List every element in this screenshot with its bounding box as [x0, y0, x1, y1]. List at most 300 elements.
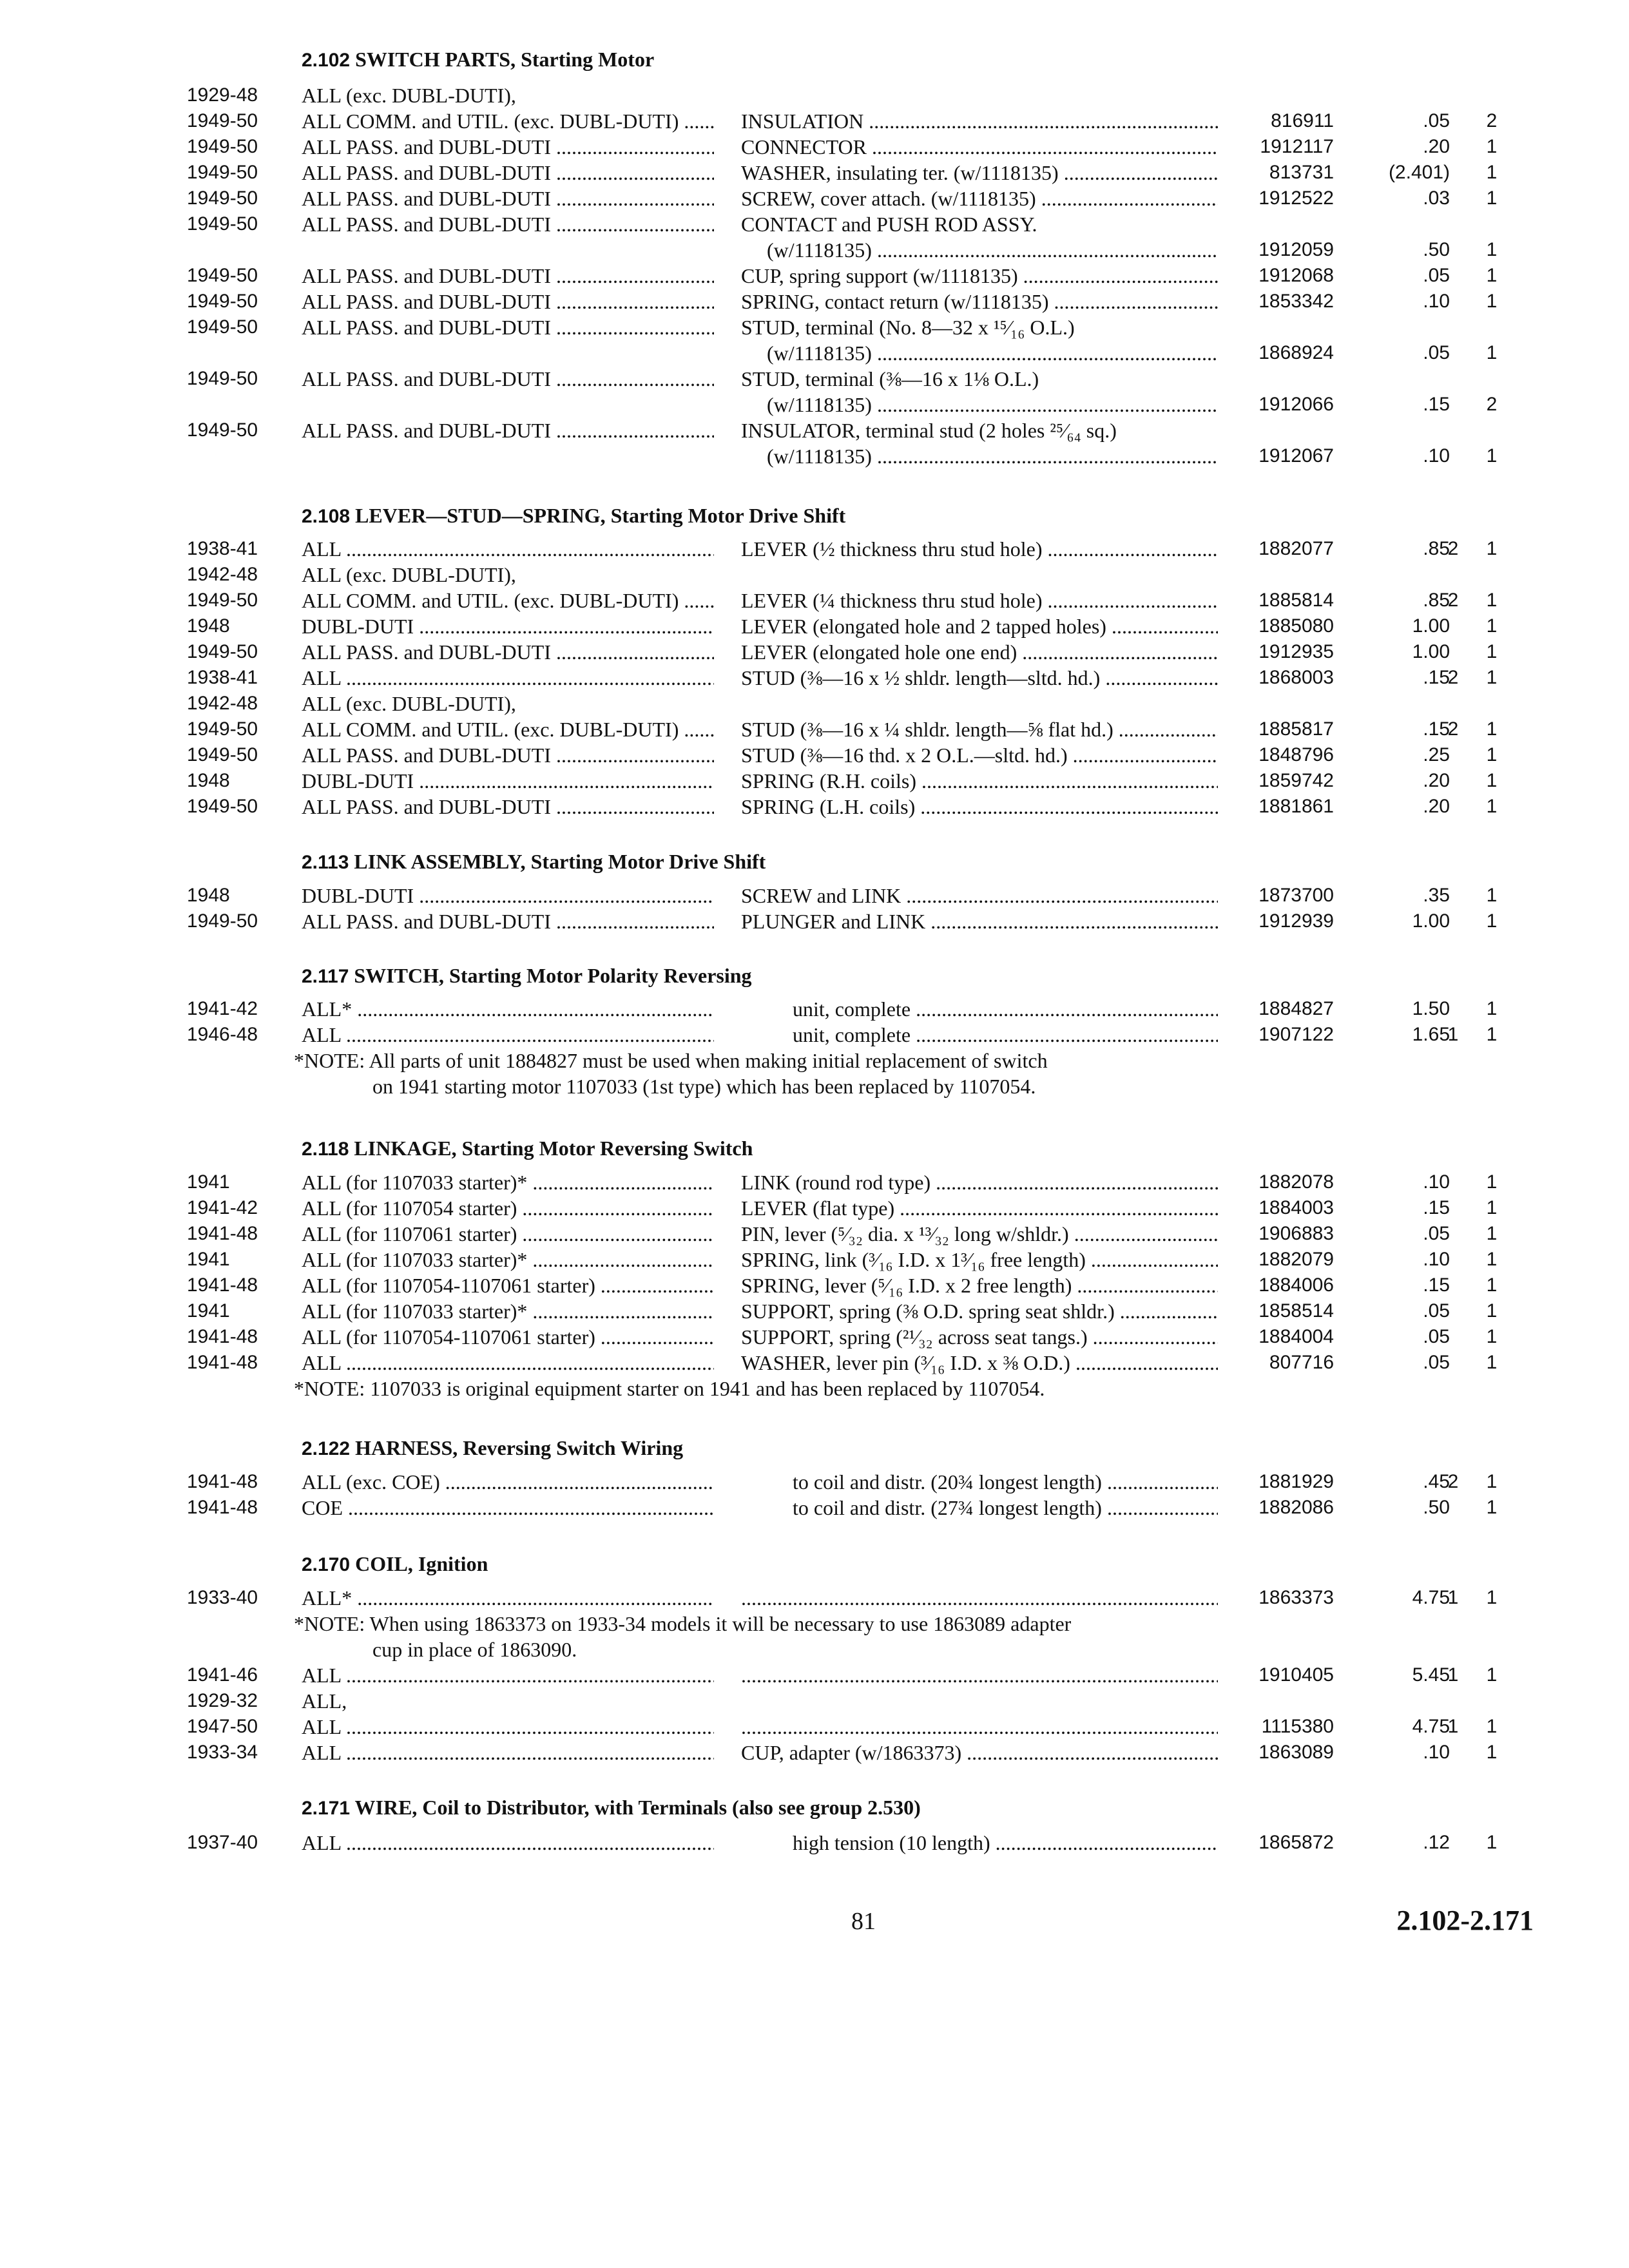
model-years: 1949-50 [187, 744, 258, 765]
model-years: 1941 [187, 1249, 230, 1270]
part-description: LEVER (¼ thickness thru stud hole) ..... [741, 588, 1218, 613]
list-price: .15 [1423, 1274, 1450, 1296]
parts-row [0, 366, 1629, 392]
parts-row [0, 996, 1629, 1022]
section-number: 2.118 [302, 1139, 349, 1160]
part-number: 1858514 [1258, 1300, 1334, 1321]
model-application: ALL (exc. COE) ..... [302, 1469, 714, 1495]
model-years: 1949-50 [187, 316, 258, 338]
model-application: DUBL-DUTI ..... [302, 613, 714, 639]
quantity-b: 1 [1486, 641, 1498, 662]
quantity-b: 1 [1486, 796, 1498, 817]
section-title: LINKAGE, Starting Motor Reversing Switch [354, 1137, 753, 1160]
parts-row [0, 1195, 1629, 1221]
part-number: 1853342 [1258, 291, 1334, 312]
leader-dots [741, 1662, 1218, 1688]
part-description: (w/1118135) ..... [767, 340, 1218, 366]
model-application: ALL (for 1107054-1107061 starter) ..... [302, 1273, 714, 1298]
footnote-text: *NOTE: All parts of unit 1884827 must be used when making initial replacement of switch [294, 1049, 1048, 1072]
parts-row [0, 1495, 1629, 1521]
part-description: to coil and distr. (27¾ longest length) ..... [793, 1495, 1218, 1521]
list-price: 1.00 [1412, 615, 1450, 637]
part-number: 1912935 [1258, 641, 1334, 662]
list-price: .25 [1423, 744, 1450, 765]
section-title: LINK ASSEMBLY, Starting Motor Drive Shift [354, 850, 766, 873]
part-description: (w/1118135) ..... [767, 443, 1218, 469]
model-application: ALL PASS. and DUBL-DUTI ..... [302, 134, 714, 160]
part-description: INSULATION ..... [741, 108, 1218, 134]
model-application: ALL PASS. and DUBL-DUTI ..... [302, 186, 714, 211]
quantity-a: 2 [1447, 1471, 1459, 1492]
list-price: 1.50 [1412, 998, 1450, 1019]
list-price: .85 [1423, 590, 1450, 611]
list-price: .10 [1423, 1249, 1450, 1270]
part-number: 1910405 [1258, 1664, 1334, 1686]
quantity-b: 1 [1486, 1664, 1498, 1686]
part-number: 813731 [1269, 162, 1334, 183]
quantity-b: 1 [1486, 265, 1498, 286]
list-price: .03 [1423, 187, 1450, 209]
parts-row [0, 1169, 1629, 1195]
model-years: 1949-50 [187, 291, 258, 312]
list-price: .45 [1423, 1471, 1450, 1492]
part-description: LEVER (flat type) ..... [741, 1195, 1218, 1221]
parts-row [0, 639, 1629, 665]
part-number: 816911 [1271, 110, 1334, 131]
quantity-b: 1 [1486, 1300, 1498, 1321]
model-years: 1949-50 [187, 718, 258, 740]
part-description: SCREW, cover attach. (w/1118135) ..... [741, 186, 1218, 211]
parts-row [0, 134, 1629, 160]
model-application: ALL (for 1107033 starter)* ..... [302, 1298, 714, 1324]
part-description: unit, complete ..... [793, 1022, 1218, 1048]
part-description: CONTACT and PUSH ROD ASSY. [741, 213, 1037, 236]
model-years: 1949-50 [187, 368, 258, 389]
part-description: to coil and distr. (20¾ longest length) ..... [793, 1469, 1218, 1495]
section-number: 2.122 [302, 1438, 351, 1459]
part-number: 1884827 [1258, 998, 1334, 1019]
parts-row [0, 562, 1629, 588]
quantity-b: 1 [1486, 1197, 1498, 1218]
parts-row [0, 1469, 1629, 1495]
model-application: ALL PASS. and DUBL-DUTI ..... [302, 289, 714, 314]
part-number: 1907122 [1258, 1024, 1334, 1045]
part-description: LEVER (elongated hole one end) ..... [741, 639, 1218, 665]
model-application: ALL (for 1107033 starter)* ..... [302, 1247, 714, 1273]
leader-dots [741, 1585, 1218, 1611]
part-number: 1885814 [1258, 590, 1334, 611]
model-years: 1946-48 [187, 1024, 258, 1045]
model-application: ALL COMM. and UTIL. (exc. DUBL-DUTI) ..... [302, 716, 714, 742]
model-years: 1929-32 [187, 1690, 258, 1711]
footnote-continuation: cup in place of 1863090. [372, 1638, 577, 1661]
list-price: .12 [1423, 1832, 1450, 1853]
part-description: LEVER (elongated hole and 2 tapped holes) ..... [741, 613, 1218, 639]
part-number: 1884003 [1258, 1197, 1334, 1218]
model-application: ALL PASS. and DUBL-DUTI ..... [302, 314, 714, 340]
parts-row [0, 908, 1629, 934]
section-heading [302, 847, 766, 876]
model-years: 1941-48 [187, 1274, 258, 1296]
quantity-b: 1 [1486, 1249, 1498, 1270]
model-years: 1949-50 [187, 796, 258, 817]
model-years: 1941-42 [187, 998, 258, 1019]
quantity-b: 1 [1486, 1326, 1498, 1347]
quantity-b: 1 [1486, 1471, 1498, 1492]
leader-dots [741, 1714, 1218, 1740]
part-description: PLUNGER and LINK ..... [741, 908, 1218, 934]
model-years: 1948 [187, 615, 230, 637]
quantity-b: 1 [1486, 538, 1498, 559]
model-application: ALL ..... [302, 1714, 714, 1740]
parts-row [0, 1298, 1629, 1324]
parts-row [0, 418, 1629, 443]
model-years: 1949-50 [187, 110, 258, 131]
list-price: .05 [1423, 265, 1450, 286]
model-years: 1949-50 [187, 213, 258, 235]
model-application: ALL COMM. and UTIL. (exc. DUBL-DUTI) ..... [302, 108, 714, 134]
part-number: 1912067 [1258, 445, 1334, 466]
quantity-b: 1 [1486, 998, 1498, 1019]
list-price: .15 [1423, 718, 1450, 740]
part-number: 1882086 [1258, 1497, 1334, 1518]
parts-row [0, 392, 1629, 418]
part-number: 1912068 [1258, 265, 1334, 286]
part-number: 1882079 [1258, 1249, 1334, 1270]
page-number: 81 [851, 1908, 876, 1935]
model-application: ALL (for 1107061 starter) ..... [302, 1221, 714, 1247]
model-application: ALL (for 1107054-1107061 starter) ..... [302, 1324, 714, 1350]
model-years: 1941-46 [187, 1664, 258, 1686]
parts-row [0, 1221, 1629, 1247]
section-title: COIL, Ignition [355, 1552, 488, 1575]
footnote-text: *NOTE: When using 1863373 on 1933-34 models it will be necessary to use 1863089 adapter [294, 1612, 1072, 1635]
part-number: 1912066 [1258, 394, 1334, 415]
parts-row [0, 1247, 1629, 1273]
model-years: 1941-48 [187, 1223, 258, 1244]
list-price: .35 [1423, 885, 1450, 906]
model-application: ALL ..... [302, 665, 714, 691]
list-price: .15 [1423, 394, 1450, 415]
quantity-b: 1 [1486, 342, 1498, 363]
model-years: 1941 [187, 1171, 230, 1193]
model-application: DUBL-DUTI ..... [302, 883, 714, 908]
part-number: 1882078 [1258, 1171, 1334, 1193]
parts-row [0, 742, 1629, 768]
quantity-b: 1 [1486, 1497, 1498, 1518]
model-application: ALL (exc. DUBL-DUTI), [302, 84, 516, 107]
model-application: ALL PASS. and DUBL-DUTI ..... [302, 366, 714, 392]
list-price: 4.75 [1412, 1587, 1450, 1608]
list-price: .10 [1423, 445, 1450, 466]
part-description: SPRING (L.H. coils) ..... [741, 794, 1218, 820]
quantity-a: 2 [1447, 590, 1459, 611]
list-price: .05 [1423, 1223, 1450, 1244]
model-years: 1941-48 [187, 1497, 258, 1518]
model-years: 1941-48 [187, 1352, 258, 1373]
part-number: 1912117 [1260, 136, 1334, 157]
list-price: .10 [1423, 291, 1450, 312]
model-application: ALL PASS. and DUBL-DUTI ..... [302, 263, 714, 289]
quantity-a: 2 [1447, 667, 1459, 688]
model-application: ALL (for 1107033 starter)* ..... [302, 1169, 714, 1195]
section-number: 2.108 [302, 506, 351, 527]
quantity-b: 1 [1486, 1742, 1498, 1763]
part-number: 1868003 [1258, 667, 1334, 688]
quantity-b: 1 [1486, 445, 1498, 466]
parts-row [0, 237, 1629, 263]
part-number: 1884006 [1258, 1274, 1334, 1296]
model-application: ALL ..... [302, 536, 714, 562]
model-application: ALL PASS. and DUBL-DUTI ..... [302, 639, 714, 665]
quantity-b: 1 [1486, 162, 1498, 183]
list-price: .05 [1423, 1300, 1450, 1321]
part-description: SCREW and LINK ..... [741, 883, 1218, 908]
model-application: DUBL-DUTI ..... [302, 768, 714, 794]
model-years: 1933-40 [187, 1587, 258, 1608]
part-description: LEVER (½ thickness thru stud hole) ..... [741, 536, 1218, 562]
part-number: 1863089 [1258, 1742, 1334, 1763]
parts-row [0, 1688, 1629, 1714]
model-application: ALL PASS. and DUBL-DUTI ..... [302, 211, 714, 237]
quantity-b: 1 [1486, 718, 1498, 740]
quantity-b: 1 [1486, 744, 1498, 765]
parts-row [0, 613, 1629, 639]
model-application: ALL PASS. and DUBL-DUTI ..... [302, 908, 714, 934]
quantity-b: 1 [1486, 1352, 1498, 1373]
section-heading [302, 501, 845, 530]
model-years: 1941-48 [187, 1471, 258, 1492]
model-application: COE ..... [302, 1495, 714, 1521]
model-years: 1949-50 [187, 187, 258, 209]
model-application: ALL PASS. and DUBL-DUTI ..... [302, 160, 714, 186]
list-price: .10 [1423, 1742, 1450, 1763]
section-number: 2.170 [302, 1554, 351, 1575]
parts-row [0, 1830, 1629, 1856]
section-number: 2.117 [302, 966, 349, 987]
list-price: (2.401) [1388, 162, 1450, 183]
quantity-b: 1 [1486, 770, 1498, 791]
part-description: CONNECTOR ..... [741, 134, 1218, 160]
group-range: 2.102-2.171 [1396, 1905, 1534, 1936]
quantity-b: 1 [1486, 1274, 1498, 1296]
quantity-b: 1 [1486, 910, 1498, 932]
section-title: HARNESS, Reversing Switch Wiring [355, 1436, 684, 1459]
parts-row [0, 263, 1629, 289]
part-description: CUP, spring support (w/1118135) ..... [741, 263, 1218, 289]
quantity-b: 1 [1486, 1716, 1498, 1737]
parts-row [0, 211, 1629, 237]
model-application: ALL, [302, 1689, 347, 1713]
part-description: (w/1118135) ..... [767, 392, 1218, 418]
parts-row [0, 1585, 1629, 1611]
part-number: 1912939 [1258, 910, 1334, 932]
parts-row [0, 186, 1629, 211]
quantity-b: 2 [1486, 394, 1498, 415]
section-heading [302, 1434, 683, 1462]
part-description: WASHER, insulating ter. (w/1118135) ..... [741, 160, 1218, 186]
model-years: 1949-50 [187, 136, 258, 157]
parts-row [0, 340, 1629, 366]
part-description: INSULATOR, terminal stud (2 holes ²⁵⁄₆₄ sq.) [741, 419, 1117, 442]
parts-row [0, 794, 1629, 820]
part-number: 1115380 [1261, 1716, 1334, 1737]
quantity-a: 1 [1447, 1024, 1459, 1045]
list-price: .05 [1423, 342, 1450, 363]
parts-row [0, 536, 1629, 562]
part-number: 1848796 [1258, 744, 1334, 765]
footnote [294, 1048, 1235, 1099]
list-price: .05 [1423, 1352, 1450, 1373]
parts-row [0, 1022, 1629, 1048]
list-price: .05 [1423, 1326, 1450, 1347]
parts-row [0, 1350, 1629, 1376]
parts-row [0, 1714, 1629, 1740]
part-number: 807716 [1269, 1352, 1334, 1373]
parts-row [0, 314, 1629, 340]
part-number: 1912522 [1258, 187, 1334, 209]
quantity-b: 1 [1486, 1832, 1498, 1853]
quantity-a: 2 [1447, 538, 1459, 559]
model-years: 1941 [187, 1300, 230, 1321]
part-description: STUD, terminal (⅜—16 x 1⅛ O.L.) [741, 367, 1039, 390]
quantity-b: 1 [1486, 1587, 1498, 1608]
model-application: ALL PASS. and DUBL-DUTI ..... [302, 742, 714, 768]
model-years: 1949-50 [187, 265, 258, 286]
model-years: 1941-42 [187, 1197, 258, 1218]
quantity-b: 1 [1486, 590, 1498, 611]
list-price: .05 [1423, 110, 1450, 131]
list-price: .20 [1423, 136, 1450, 157]
model-application: ALL (exc. DUBL-DUTI), [302, 692, 516, 715]
section-heading [302, 1550, 488, 1578]
quantity-b: 1 [1486, 187, 1498, 209]
model-years: 1949-50 [187, 910, 258, 932]
model-application: ALL ..... [302, 1830, 714, 1856]
part-description: (w/1118135) ..... [767, 237, 1218, 263]
parts-row [0, 82, 1629, 108]
parts-row [0, 716, 1629, 742]
parts-row [0, 1740, 1629, 1765]
section-number: 2.102 [302, 50, 351, 71]
section-number: 2.113 [302, 852, 349, 873]
list-price: .85 [1423, 538, 1450, 559]
model-application: ALL ..... [302, 1740, 714, 1765]
model-years: 1949-50 [187, 419, 258, 441]
footnote [294, 1376, 1235, 1401]
quantity-b: 1 [1486, 1223, 1498, 1244]
model-years: 1949-50 [187, 590, 258, 611]
model-application: ALL (exc. DUBL-DUTI), [302, 563, 516, 586]
parts-row [0, 691, 1629, 716]
section-number: 2.171 [302, 1798, 351, 1819]
quantity-a: 1 [1447, 1716, 1459, 1737]
parts-row [0, 160, 1629, 186]
quantity-b: 1 [1486, 667, 1498, 688]
part-description: STUD, terminal (No. 8—32 x ¹⁵⁄₁₆ O.L.) [741, 316, 1075, 339]
parts-row [0, 588, 1629, 613]
model-application: ALL* ..... [302, 996, 714, 1022]
part-number: 1863373 [1258, 1587, 1334, 1608]
list-price: .20 [1423, 796, 1450, 817]
part-description: STUD (⅜—16 thd. x 2 O.L.—sltd. hd.) ..... [741, 742, 1218, 768]
part-description: high tension (10 length) ..... [793, 1830, 1218, 1856]
quantity-a: 2 [1447, 718, 1459, 740]
list-price: 1.65 [1412, 1024, 1450, 1045]
list-price: .50 [1423, 239, 1450, 260]
section-title: LEVER—STUD—SPRING, Starting Motor Drive Shift [355, 504, 846, 527]
section-heading [302, 45, 654, 73]
part-number: 1881929 [1258, 1471, 1334, 1492]
section-title: WIRE, Coil to Distributor, with Terminals (also see group 2.530) [354, 1796, 921, 1819]
section-heading [302, 961, 752, 990]
model-application: ALL COMM. and UTIL. (exc. DUBL-DUTI) ..... [302, 588, 714, 613]
model-years: 1942-48 [187, 693, 258, 714]
part-description: unit, complete ..... [793, 996, 1218, 1022]
model-application: ALL ..... [302, 1662, 714, 1688]
footnote-text: *NOTE: 1107033 is original equipment starter on 1941 and has been replaced by 1107054. [294, 1377, 1045, 1400]
part-description: SUPPORT, spring (⅜ O.D. spring seat shldr.) ..... [741, 1298, 1218, 1324]
parts-row [0, 768, 1629, 794]
part-description: LINK (round rod type) ..... [741, 1169, 1218, 1195]
parts-row [0, 443, 1629, 469]
list-price: 4.75 [1412, 1716, 1450, 1737]
part-number: 1912059 [1258, 239, 1334, 260]
section-title: SWITCH PARTS, Starting Motor [355, 48, 655, 71]
list-price: .50 [1423, 1497, 1450, 1518]
model-application: ALL PASS. and DUBL-DUTI ..... [302, 418, 714, 443]
model-years: 1948 [187, 885, 230, 906]
parts-row [0, 108, 1629, 134]
model-years: 1948 [187, 770, 230, 791]
list-price: .20 [1423, 770, 1450, 791]
part-number: 1885817 [1258, 718, 1334, 740]
list-price: .10 [1423, 1171, 1450, 1193]
model-years: 1938-41 [187, 667, 258, 688]
quantity-b: 1 [1486, 1171, 1498, 1193]
model-application: ALL ..... [302, 1350, 714, 1376]
quantity-b: 1 [1486, 291, 1498, 312]
quantity-b: 1 [1486, 885, 1498, 906]
part-description: SPRING (R.H. coils) ..... [741, 768, 1218, 794]
model-years: 1941-48 [187, 1326, 258, 1347]
part-description: STUD (⅜—16 x ¼ shldr. length—⅝ flat hd.) ..... [741, 716, 1218, 742]
quantity-b: 1 [1486, 1024, 1498, 1045]
model-application: ALL (for 1107054 starter) ..... [302, 1195, 714, 1221]
model-application: ALL PASS. and DUBL-DUTI ..... [302, 794, 714, 820]
footnote [294, 1611, 1235, 1662]
part-number: 1873700 [1258, 885, 1334, 906]
model-years: 1938-41 [187, 538, 258, 559]
model-years: 1929-48 [187, 84, 258, 106]
quantity-a: 1 [1447, 1664, 1459, 1686]
parts-row [0, 1662, 1629, 1688]
model-application: ALL* ..... [302, 1585, 714, 1611]
model-years: 1947-50 [187, 1716, 258, 1737]
section-heading [302, 1134, 753, 1162]
list-price: .15 [1423, 667, 1450, 688]
quantity-b: 2 [1486, 110, 1498, 131]
part-number: 1868924 [1258, 342, 1334, 363]
model-application: ALL ..... [302, 1022, 714, 1048]
part-number: 1884004 [1258, 1326, 1334, 1347]
part-description: PIN, lever (⁵⁄₃₂ dia. x ¹³⁄₃₂ long w/shldr.) ..... [741, 1221, 1218, 1247]
list-price: .15 [1423, 1197, 1450, 1218]
model-years: 1933-34 [187, 1742, 258, 1763]
model-years: 1942-48 [187, 564, 258, 585]
part-description: STUD (⅜—16 x ½ shldr. length—sltd. hd.) ..... [741, 665, 1218, 691]
list-price: 5.45 [1412, 1664, 1450, 1686]
